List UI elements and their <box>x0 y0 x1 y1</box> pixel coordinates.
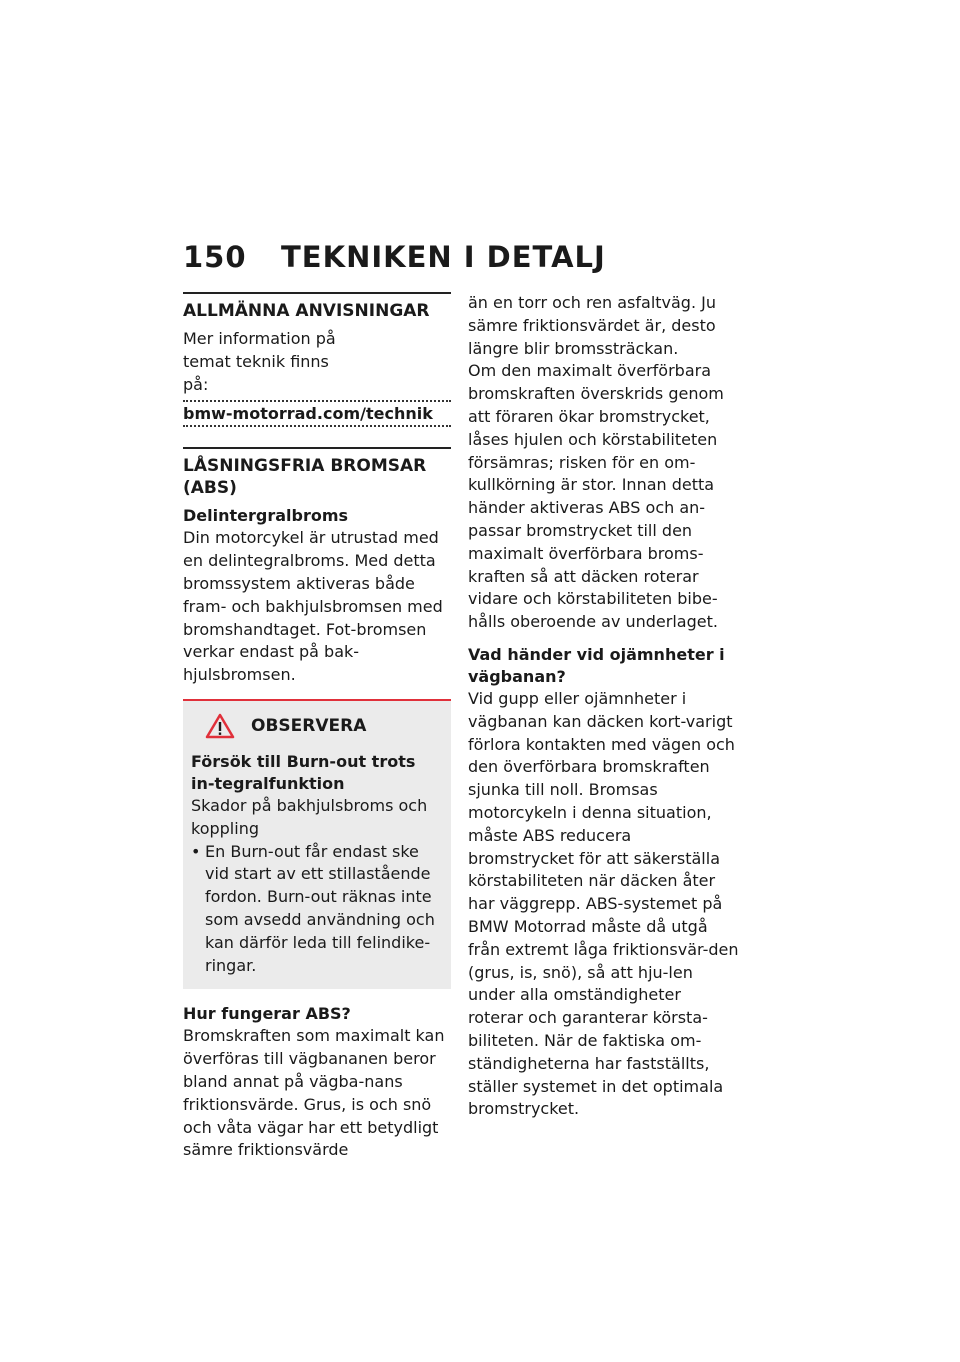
subsection-title-integral: Delintergralbroms <box>183 506 349 526</box>
notice-box <box>183 699 451 989</box>
subsection-title-how-abs: Hur fungerar ABS? <box>183 1004 351 1024</box>
notice-title: Försök till Burn-out trots in-tegralfunktion <box>191 751 416 793</box>
section-rule <box>183 292 451 294</box>
page-title: TEKNIKEN I DETALJ <box>281 240 606 274</box>
subsection-text-integral: Din motorcykel är utrustad med en delintegralbroms. Med detta bromssystem aktiveras både fram- och bakhjulsbromsen med bromshandtaget. Fot-bromsen verkar endast på bak-hjulsbromsen. <box>183 528 443 685</box>
bullet-dot-icon: • <box>191 841 201 861</box>
technik-link[interactable]: bmw-motorrad.com/technik <box>183 400 451 427</box>
notice-header <box>191 713 443 739</box>
notice-label: OBSERVERA <box>251 715 367 736</box>
paragraph-continuation: än en torr och ren asfaltväg. Ju sämre friktionsvärdet är, desto längre blir bromssträckan. <box>468 293 716 358</box>
section-text-general: Mer information på temat teknik finns på: <box>183 329 336 394</box>
subsection-text-how-abs: Bromskraften som maximalt kan överföras till vägbananen beror bland annat på vägba-nans friktionsvärde. Grus, is och snö och våta vägar har ett betydligt sämre friktionsvärde <box>183 1026 445 1160</box>
page-header <box>183 240 606 274</box>
subsection-text-uneven-road: Vid gupp eller ojämnheter i vägbanan kan däcken kort-varigt förlora kontakten med vägen och den överförbara bromskraften sjunka till noll. Bromsas motorcykeln i denna situation, måste ABS reducera bromstrycket för att säkerställa körstabiliteten när däcken åter har väggrepp. ABS-systemet på BMW Motorrad måste då utgå från extremt låga friktionsvär-den (grus, is, snö), så att hju-len under alla omständigheter roterar och garanterar körsta-biliteten. När de faktiska om-ständigheterna har fastställts, ställer systemet in det optimala bromstrycket. <box>468 688 739 1119</box>
notice-bullet-text: En Burn-out får endast ske vid start av ett stillastående fordon. Burn-out räknas inte som avsedd användning och kan därför leda till felindike-ringar. <box>205 841 435 975</box>
warning-triangle-icon <box>205 713 235 739</box>
subsection-title-uneven-road: Vad händer vid ojämnheter i vägbanan? <box>468 644 725 686</box>
notice-text: Skador på bakhjulsbroms och koppling <box>191 795 428 838</box>
notice-bullet <box>191 841 443 978</box>
page-number: 150 <box>183 240 247 274</box>
section-title-abs: LÅSNINGSFRIA BROMSAR (ABS) <box>183 456 427 499</box>
paragraph-brake-force: Om den maximalt överförbara bromskraften överskrids genom att föraren ökar bromstrycket, låses hjulen och körstabiliteten försämras; risken för en om-kullkörning är stor. Innan detta händer aktiveras ABS och an-passar bromstrycket till den maximalt överförbara broms-kraften så att däcken roterar vidare och körstabiliteten bibe-hålls oberoende av underlaget. <box>468 361 724 632</box>
section-rule <box>183 447 451 449</box>
right-column <box>468 292 740 1121</box>
left-column <box>183 292 451 1162</box>
section-title-general: ALLMÄNNA ANVISNINGAR <box>183 301 430 321</box>
